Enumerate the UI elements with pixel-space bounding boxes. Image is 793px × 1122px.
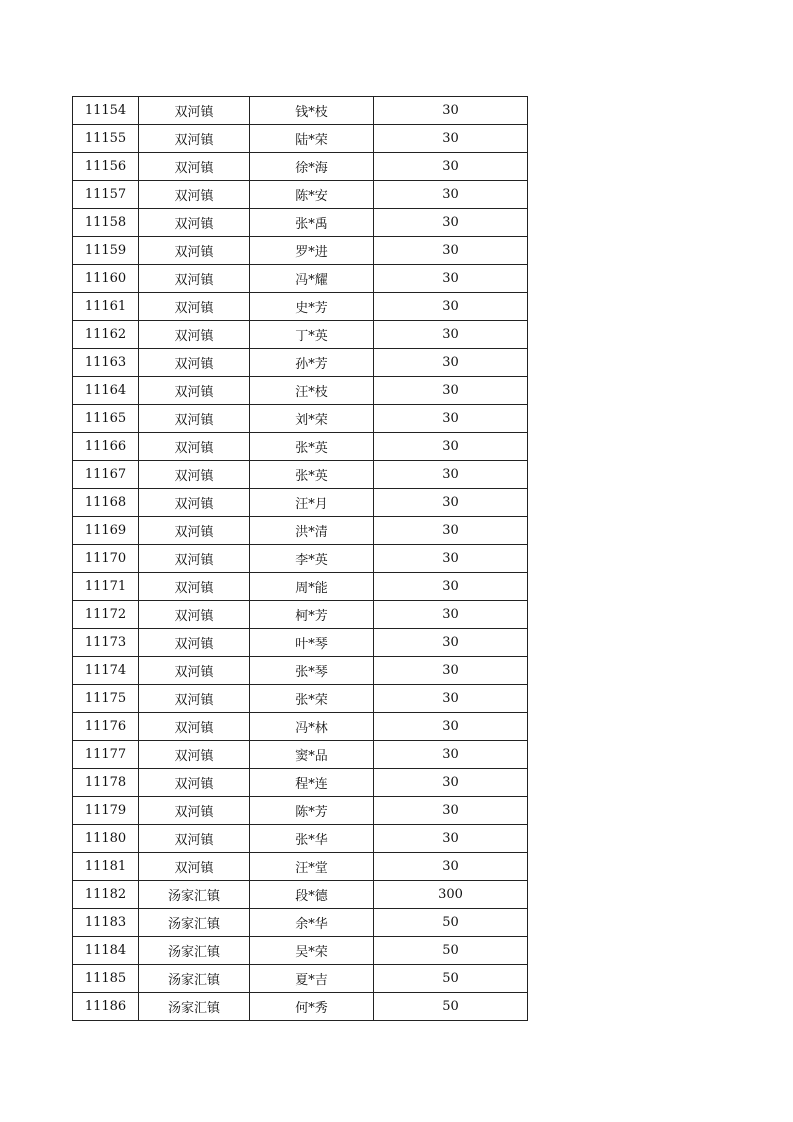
table-body xyxy=(73,97,528,1021)
table-row xyxy=(73,881,528,909)
amount-cell: 300 xyxy=(374,881,528,909)
row-number-cell: 11161 xyxy=(73,293,139,321)
town-cell: 双河镇 xyxy=(139,797,250,825)
name-cell: 冯*林 xyxy=(250,713,374,741)
table-row xyxy=(73,909,528,937)
amount-cell: 30 xyxy=(374,769,528,797)
row-number-cell: 11169 xyxy=(73,517,139,545)
row-number-cell: 11154 xyxy=(73,97,139,125)
name-cell: 汪*堂 xyxy=(250,853,374,881)
table-row xyxy=(73,209,528,237)
amount-cell: 30 xyxy=(374,265,528,293)
town-cell: 双河镇 xyxy=(139,769,250,797)
amount-cell: 50 xyxy=(374,909,528,937)
row-number-cell: 11162 xyxy=(73,321,139,349)
table-row xyxy=(73,153,528,181)
table-row xyxy=(73,797,528,825)
town-cell: 双河镇 xyxy=(139,125,250,153)
table-row xyxy=(73,265,528,293)
town-cell: 汤家汇镇 xyxy=(139,993,250,1021)
table-row xyxy=(73,545,528,573)
town-cell: 双河镇 xyxy=(139,657,250,685)
town-cell: 双河镇 xyxy=(139,713,250,741)
name-cell: 丁*英 xyxy=(250,321,374,349)
name-cell: 张*华 xyxy=(250,825,374,853)
name-cell: 张*英 xyxy=(250,461,374,489)
town-cell: 双河镇 xyxy=(139,517,250,545)
town-cell: 双河镇 xyxy=(139,265,250,293)
row-number-cell: 11171 xyxy=(73,573,139,601)
row-number-cell: 11184 xyxy=(73,937,139,965)
amount-cell: 30 xyxy=(374,321,528,349)
row-number-cell: 11167 xyxy=(73,461,139,489)
name-cell: 陆*荣 xyxy=(250,125,374,153)
town-cell: 双河镇 xyxy=(139,97,250,125)
amount-cell: 30 xyxy=(374,377,528,405)
table-row xyxy=(73,433,528,461)
row-number-cell: 11176 xyxy=(73,713,139,741)
town-cell: 汤家汇镇 xyxy=(139,965,250,993)
name-cell: 张*琴 xyxy=(250,657,374,685)
name-cell: 何*秀 xyxy=(250,993,374,1021)
row-number-cell: 11185 xyxy=(73,965,139,993)
row-number-cell: 11164 xyxy=(73,377,139,405)
amount-cell: 30 xyxy=(374,461,528,489)
town-cell: 双河镇 xyxy=(139,741,250,769)
amount-cell: 30 xyxy=(374,517,528,545)
amount-cell: 50 xyxy=(374,993,528,1021)
row-number-cell: 11158 xyxy=(73,209,139,237)
name-cell: 洪*清 xyxy=(250,517,374,545)
row-number-cell: 11183 xyxy=(73,909,139,937)
town-cell: 双河镇 xyxy=(139,153,250,181)
name-cell: 余*华 xyxy=(250,909,374,937)
table-row xyxy=(73,937,528,965)
row-number-cell: 11156 xyxy=(73,153,139,181)
name-cell: 罗*进 xyxy=(250,237,374,265)
table-row xyxy=(73,629,528,657)
table-row xyxy=(73,377,528,405)
amount-cell: 50 xyxy=(374,937,528,965)
table-row xyxy=(73,97,528,125)
row-number-cell: 11181 xyxy=(73,853,139,881)
town-cell: 双河镇 xyxy=(139,853,250,881)
amount-cell: 30 xyxy=(374,489,528,517)
town-cell: 双河镇 xyxy=(139,825,250,853)
town-cell: 双河镇 xyxy=(139,685,250,713)
table-row xyxy=(73,573,528,601)
table-row xyxy=(73,713,528,741)
row-number-cell: 11157 xyxy=(73,181,139,209)
table-row xyxy=(73,657,528,685)
name-cell: 陈*芳 xyxy=(250,797,374,825)
name-cell: 汪*月 xyxy=(250,489,374,517)
table-row xyxy=(73,293,528,321)
amount-cell: 30 xyxy=(374,237,528,265)
row-number-cell: 11168 xyxy=(73,489,139,517)
amount-cell: 30 xyxy=(374,573,528,601)
table-row xyxy=(73,405,528,433)
row-number-cell: 11186 xyxy=(73,993,139,1021)
town-cell: 双河镇 xyxy=(139,377,250,405)
name-cell: 程*连 xyxy=(250,769,374,797)
data-table xyxy=(72,96,528,1021)
name-cell: 张*禹 xyxy=(250,209,374,237)
table-row xyxy=(73,125,528,153)
name-cell: 柯*芳 xyxy=(250,601,374,629)
town-cell: 双河镇 xyxy=(139,545,250,573)
name-cell: 李*英 xyxy=(250,545,374,573)
town-cell: 双河镇 xyxy=(139,461,250,489)
row-number-cell: 11175 xyxy=(73,685,139,713)
town-cell: 双河镇 xyxy=(139,601,250,629)
table-row xyxy=(73,461,528,489)
name-cell: 刘*荣 xyxy=(250,405,374,433)
table-row xyxy=(73,769,528,797)
table-row xyxy=(73,965,528,993)
amount-cell: 50 xyxy=(374,965,528,993)
table-row xyxy=(73,349,528,377)
amount-cell: 30 xyxy=(374,433,528,461)
name-cell: 窦*品 xyxy=(250,741,374,769)
town-cell: 双河镇 xyxy=(139,209,250,237)
row-number-cell: 11177 xyxy=(73,741,139,769)
table-row xyxy=(73,321,528,349)
amount-cell: 30 xyxy=(374,153,528,181)
row-number-cell: 11159 xyxy=(73,237,139,265)
amount-cell: 30 xyxy=(374,657,528,685)
row-number-cell: 11180 xyxy=(73,825,139,853)
amount-cell: 30 xyxy=(374,293,528,321)
amount-cell: 30 xyxy=(374,601,528,629)
row-number-cell: 11178 xyxy=(73,769,139,797)
table-row xyxy=(73,181,528,209)
table-row xyxy=(73,993,528,1021)
table-row xyxy=(73,489,528,517)
name-cell: 吴*荣 xyxy=(250,937,374,965)
amount-cell: 30 xyxy=(374,713,528,741)
row-number-cell: 11170 xyxy=(73,545,139,573)
amount-cell: 30 xyxy=(374,825,528,853)
amount-cell: 30 xyxy=(374,741,528,769)
table-row xyxy=(73,853,528,881)
table-row xyxy=(73,685,528,713)
table-row xyxy=(73,601,528,629)
name-cell: 孙*芳 xyxy=(250,349,374,377)
name-cell: 周*能 xyxy=(250,573,374,601)
town-cell: 双河镇 xyxy=(139,489,250,517)
amount-cell: 30 xyxy=(374,97,528,125)
town-cell: 汤家汇镇 xyxy=(139,937,250,965)
row-number-cell: 11163 xyxy=(73,349,139,377)
amount-cell: 30 xyxy=(374,181,528,209)
amount-cell: 30 xyxy=(374,125,528,153)
table-row xyxy=(73,517,528,545)
town-cell: 双河镇 xyxy=(139,349,250,377)
town-cell: 双河镇 xyxy=(139,237,250,265)
amount-cell: 30 xyxy=(374,545,528,573)
row-number-cell: 11160 xyxy=(73,265,139,293)
amount-cell: 30 xyxy=(374,629,528,657)
name-cell: 张*荣 xyxy=(250,685,374,713)
town-cell: 双河镇 xyxy=(139,181,250,209)
town-cell: 双河镇 xyxy=(139,321,250,349)
name-cell: 叶*琴 xyxy=(250,629,374,657)
town-cell: 汤家汇镇 xyxy=(139,909,250,937)
row-number-cell: 11182 xyxy=(73,881,139,909)
name-cell: 徐*海 xyxy=(250,153,374,181)
row-number-cell: 11172 xyxy=(73,601,139,629)
row-number-cell: 11166 xyxy=(73,433,139,461)
town-cell: 汤家汇镇 xyxy=(139,881,250,909)
row-number-cell: 11155 xyxy=(73,125,139,153)
amount-cell: 30 xyxy=(374,853,528,881)
row-number-cell: 11173 xyxy=(73,629,139,657)
name-cell: 史*芳 xyxy=(250,293,374,321)
town-cell: 双河镇 xyxy=(139,629,250,657)
amount-cell: 30 xyxy=(374,685,528,713)
table-row xyxy=(73,741,528,769)
row-number-cell: 11179 xyxy=(73,797,139,825)
town-cell: 双河镇 xyxy=(139,573,250,601)
name-cell: 夏*吉 xyxy=(250,965,374,993)
row-number-cell: 11165 xyxy=(73,405,139,433)
amount-cell: 30 xyxy=(374,797,528,825)
town-cell: 双河镇 xyxy=(139,293,250,321)
amount-cell: 30 xyxy=(374,349,528,377)
name-cell: 汪*枝 xyxy=(250,377,374,405)
name-cell: 张*英 xyxy=(250,433,374,461)
amount-cell: 30 xyxy=(374,209,528,237)
name-cell: 钱*枝 xyxy=(250,97,374,125)
town-cell: 双河镇 xyxy=(139,405,250,433)
name-cell: 冯*耀 xyxy=(250,265,374,293)
name-cell: 段*德 xyxy=(250,881,374,909)
row-number-cell: 11174 xyxy=(73,657,139,685)
name-cell: 陈*安 xyxy=(250,181,374,209)
town-cell: 双河镇 xyxy=(139,433,250,461)
amount-cell: 30 xyxy=(374,405,528,433)
table-row xyxy=(73,825,528,853)
table-row xyxy=(73,237,528,265)
